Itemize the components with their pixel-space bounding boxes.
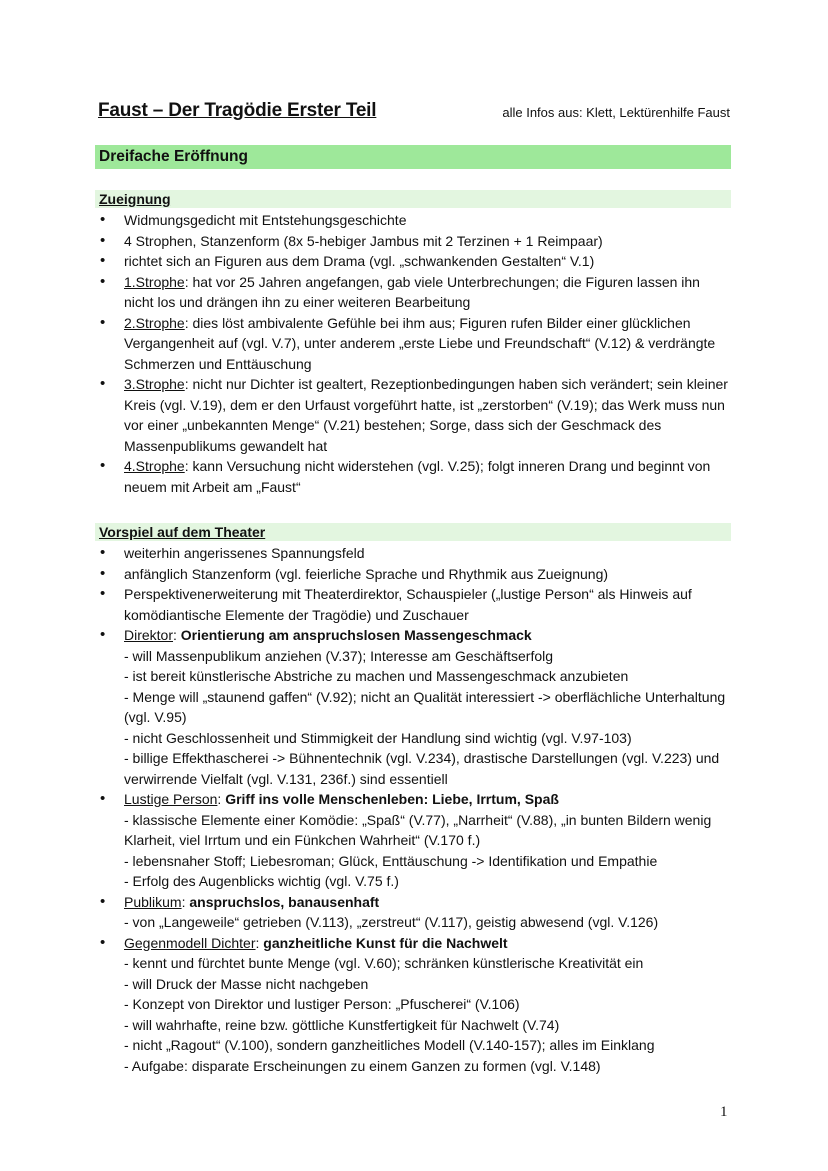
- list-item: [98, 231, 732, 252]
- role-label: Gegenmodell Dichter: [124, 934, 256, 951]
- detail-line: - von „Langeweile“ getrieben (V.113), „zerstreut“ (V.117), geistig abwesend (vgl. V.126): [124, 914, 659, 930]
- list-item-label: 4.Strophe: [124, 458, 185, 474]
- list-item-text: 4 Strophen, Stanzenform (8x 5-hebiger Jambus mit 2 Terzinen + 1 Reimpaar): [124, 232, 603, 249]
- detail-line: - klassische Elemente einer Komödie: „Spaß“ (V.77), „Narrheit“ (V.88), „in bunten Bildern wenig Klarheit, viel Irrtum und ein Fünkchen Wahrheit“ (V.170 f.): [124, 811, 712, 848]
- list-item: [98, 564, 732, 585]
- detail-line: - will Druck der Masse nicht nachgeben: [124, 975, 369, 992]
- list-item: [98, 374, 732, 456]
- role-label: Lustige Person: [124, 791, 218, 807]
- list-item-text: Widmungsgedicht mit Entstehungsgeschichte: [124, 212, 407, 228]
- list-item: [98, 543, 732, 564]
- list-item-text: : dies löst ambivalente Gefühle bei ihm aus; Figuren rufen Bilder einer glücklichen Vergangenheit auf (vgl. V.7), unter anderem „erste Liebe und Freundschaft“ (V.12) & verdrängte Schmerzen und Enttäuschung: [124, 314, 716, 372]
- list-item: [98, 210, 732, 231]
- list-item-text: : kann Versuchung nicht widerstehen (vgl. V.25); folgt inneren Drang und beginnt von neuem mit Arbeit am „Faust“: [124, 458, 711, 495]
- list-item-text: anfänglich Stanzenform (vgl. feierliche Sprache und Rhythmik aus Zueignung): [124, 565, 609, 582]
- list-item: [98, 313, 732, 375]
- section-heading: [95, 145, 731, 169]
- list-item-text: Perspektivenerweiterung mit Theaterdirektor, Schauspieler („lustige Person“ als Hinweis auf komödiantische Elemente der Tragödie) und Zuschauer: [124, 586, 692, 623]
- detail-line: - nicht Geschlossenheit und Stimmigkeit der Handlung sind wichtig (vgl. V.97-103): [124, 729, 632, 746]
- list-item: [98, 272, 732, 313]
- detail-line: - Konzept von Direktor und lustiger Person: „Pfuscherei“ (V.106): [124, 996, 520, 1012]
- role-summary: Griff ins volle Menschenleben: Liebe, Irrtum, Spaß: [225, 791, 559, 807]
- list-item-publikum: • Publikum: anspruchslos, banausenhaft - von „Langeweile“ getrieben (V.113), „zerstreut“ (V.117), geistig abwesend (vgl. V.126): [98, 892, 732, 933]
- list-item-lustige-person: • Lustige Person: Griff ins volle Menschenleben: Liebe, Irrtum, Spaß - klassische Elemente einer Komödie: „Spaß“ (V.77), „Narrheit“ (V.88), „in bunten Bildern wenig Klarheit, viel Irrtum und ein Fünkchen Wahrheit“ (V.170 f.) - lebensnaher Stoff; Liebesroman; Glück, Enttäuschung -> Identifikation und Empathie - Erfolg des Augenblicks wichtig (vgl. V.75 f.): [98, 789, 732, 892]
- list-item-text: : nicht nur Dichter ist gealtert, Rezeptionbedingungen haben sich verändert; sein kleiner Kreis (vgl. V.19), dem er den Urfaust vorgeführt hatte, ist „zerstorben“ (V.19); das Werk muss nun vor einer „unbekannten Menge“ (V.21) bestehen; Sorge, dass sich der Geschmack des Massenpublikums gewandelt hat: [124, 376, 728, 454]
- detail-line: - kennt und fürchtet bunte Menge (vgl. V.60); schränken künstlerische Kreativität ein: [124, 955, 644, 971]
- detail-line: - Menge will „staunend gaffen“ (V.92); nicht an Qualität interessiert -> oberflächliche Unterhaltung (vgl. V.95): [124, 688, 726, 725]
- role-summary: anspruchslos, banausenhaft: [189, 893, 380, 910]
- list-item: [98, 251, 732, 272]
- list-item-label: 1.Strophe: [124, 273, 185, 290]
- list-item-dichter: • Gegenmodell Dichter: ganzheitliche Kunst für die Nachwelt - kennt und fürchtet bunte Menge (vgl. V.60); schränken künstlerische Kreativität ein - will Druck der Masse nicht nachgeben - Konzept von Direktor und lustiger Person: „Pfuscherei“ (V.106) - will wahrhafte, reine bzw. göttliche Kunstfertigkeit für Nachwelt (V.74) - nicht „Ragout“ (V.100), sondern ganzheitliches Modell (V.140-157); alles im Einklang - Aufgabe: disparate Erscheinungen zu einem Ganzen zu formen (vgl. V.148): [98, 933, 732, 1077]
- subheading-vorspiel-text: Vorspiel auf dem Theater: [99, 524, 266, 540]
- subheading-zueignung: [95, 190, 731, 208]
- detail-line: - ist bereit künstlerische Abstriche zu machen und Massengeschmack anzubieten: [124, 668, 629, 684]
- detail-line: - nicht „Ragout“ (V.100), sondern ganzheitliches Modell (V.140-157); alles im Einklang: [124, 1037, 655, 1053]
- list-item-label: 2.Strophe: [124, 314, 185, 331]
- detail-line: - Erfolg des Augenblicks wichtig (vgl. V.75 f.): [124, 873, 399, 889]
- header: [98, 100, 730, 126]
- role-summary: ganzheitliche Kunst für die Nachwelt: [263, 934, 508, 951]
- detail-line: - will wahrhafte, reine bzw. göttliche Kunstfertigkeit für Nachwelt (V.74): [124, 1016, 560, 1033]
- list-item-label: 3.Strophe: [124, 376, 185, 392]
- list-item-direktor: • Direktor: Orientierung am anspruchslosen Massengeschmack - will Massenpublikum anziehen (V.37); Interesse am Geschäftserfolg - ist bereit künstlerische Abstriche zu machen und Massengeschmack anzubieten - Menge will „staunend gaffen“ (V.92); nicht an Qualität interessiert -> oberflächliche Unterhaltung (vgl. V.95) - nicht Geschlossenheit und Stimmigkeit der Handlung sind wichtig (vgl. V.97-103) - billige Effekthascherei -> Bühnentechnik (vgl. V.234), drastische Darstellungen (vgl. V.223) und verwirrende Vielfalt (vgl. V.131, 236f.) sind essentiell: [98, 625, 732, 789]
- list-item: [98, 584, 732, 625]
- section-heading-text: Dreifache Eröffnung: [99, 148, 248, 165]
- list-item-text: richtet sich an Figuren aus dem Drama (vgl. „schwankenden Gestalten“ V.1): [124, 253, 595, 269]
- role-summary: Orientierung am anspruchslosen Massengeschmack: [180, 627, 532, 643]
- list-item-text: weiterhin angerissenes Spannungsfeld: [124, 545, 365, 561]
- role-label: Publikum: [124, 893, 182, 910]
- subheading-vorspiel: [95, 523, 731, 541]
- zueignung-list: [98, 210, 732, 497]
- detail-line: - Aufgabe: disparate Erscheinungen zu einem Ganzen zu formen (vgl. V.148): [124, 1057, 601, 1074]
- role-label: Direktor: [124, 627, 174, 643]
- page-title: Faust – Der Tragödie Erster Teil: [98, 100, 377, 121]
- list-item: [98, 456, 732, 497]
- detail-line: - billige Effekthascherei -> Bühnentechnik (vgl. V.234), drastische Darstellungen (vgl. V.223) und verwirrende Vielfalt (vgl. V.131, 236f.) sind essentiell: [124, 750, 720, 787]
- list-item-text: : hat vor 25 Jahren angefangen, gab viele Unterbrechungen; die Figuren lassen ihn nicht los und drängen ihn zu einer weiteren Bearbeitung: [124, 273, 700, 310]
- detail-line: - will Massenpublikum anziehen (V.37); Interesse am Geschäftserfolg: [124, 647, 554, 664]
- vorspiel-list: [98, 543, 732, 1076]
- source-note: alle Infos aus: Klett, Lektürenhilfe Faust: [502, 105, 730, 120]
- page-number: 1: [720, 1104, 728, 1120]
- detail-line: - lebensnaher Stoff; Liebesroman; Glück, Enttäuschung -> Identifikation und Empathie: [124, 852, 658, 869]
- subheading-zueignung-text: Zueignung: [99, 191, 171, 207]
